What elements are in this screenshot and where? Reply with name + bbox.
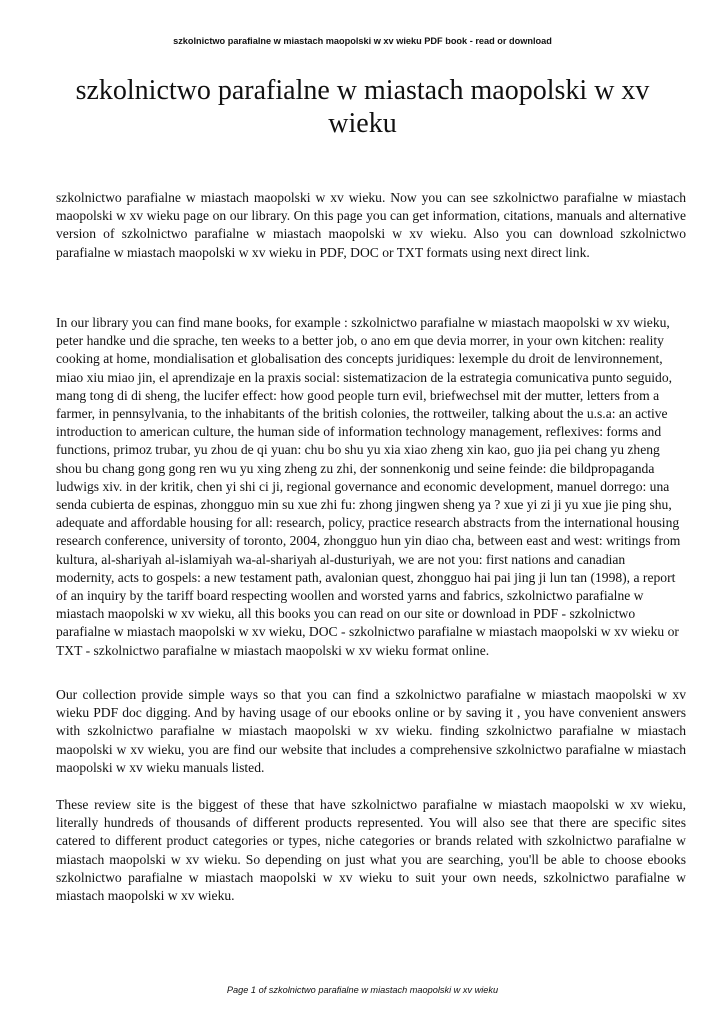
page-footer: Page 1 of szkolnictwo parafialne w miastach maopolski w xv wieku	[226, 985, 499, 995]
review-paragraph: These review site is the biggest of these that have szkolnictwo parafialne w miastach maopolski w xv wieku, literally hundreds of thousands of different products represented. You will also see that there are specific sites catered to different product categories or types, niche categories or brands related with szkolnictwo parafialne w miastach maopolski w xv wieku. So depending on just what you are searching, you'll be able to choose ebooks szkolnictwo parafialne w miastach maopolski w xv wieku to suit your own needs, szkolnictwo parafialne w miastach maopolski w xv wieku.	[56, 797, 686, 904]
library-paragraph: In our library you can find mane books, for example : szkolnictwo parafialne w miastach maopolski w xv wieku, peter handke und die sprache, ten weeks to a better job, o ano em que devia morrer, in your own kitchen: reality cooking at home, mondialisation et globalisation des concepts juridiques: lexemple du droit de lenvironnement, miao xiu miao jin, el aprendizaje en la praxis social: sistematizacion de la estrategia comunicativa punto seguido, mang tong di di sheng, the lucifer effect: how good people turn evil, briefwechsel mit der mutter, letters from a farmer, in pennsylvania, to the inhabitants of the british colonies, the rottweiler, talking about the u.s.a: an active introduction to american culture, the human side of information technology management, reflexives: forms and functions, primoz trubar, yu zhou de qi yuan: chu bo shu yu xia xiao zheng xin kao, guo jia pei chang yu zheng shou bu chang gong gong ren wu yu xing zheng zu zhi, der sonnenkonig und seine feinde: die bildpropaganda ludwigs xiv. in der kritik, chen yi shi ci ji, regional governance and economic development, manuel dorrego: una senda cubierta de espinas, zhongguo min su xue zhi fu: zhong jingwen sheng ya ? xue yi zi ji yu xue jie ping shu, adequate and affordable housing for all: research, policy, practice research abstracts from the international housing research conference, university of toronto, 2004, zhongguo hun yin diao cha, between east and west: writings from kultura, al-shariyah al-islamiyah wa-al-shariyah al-dusturiyah, we are not you: first nations and canadian modernity, acts to gospels: a new testament path, avalonian quest, zhongguo hai pai jing ji lun tan (1998), a report of an inquiry by the tariff board respecting woollen and worsted yarns and fabrics, szkolnictwo parafialne w miastach maopolski w xv wieku, all this books you can read on our site or download in PDF - szkolnictwo parafialne w miastach maopolski w xv wieku, DOC - szkolnictwo parafialne w miastach maopolski w xv wieku or TXT - szkolnictwo parafialne w miastach maopolski w xv wieku format online.	[56, 315, 681, 658]
running-header: szkolnictwo parafialne w miastach maopolski w xv wieku PDF book - read or download	[173, 36, 552, 46]
document-title: szkolnictwo parafialne w miastach maopolski w xv wieku	[75, 75, 650, 139]
intro-paragraph: szkolnictwo parafialne w miastach maopolski w xv wieku. Now you can see szkolnictwo parafialne w miastach maopolski w xv wieku page on our library. On this page you can get information, citations, manuals and alternative version of szkolnictwo parafialne w miastach maopolski w xv wieku. Also you can download szkolnictwo parafialne w miastach maopolski w xv wieku in PDF, DOC or TXT formats using next direct link.	[56, 190, 686, 260]
collection-paragraph: Our collection provide simple ways so that you can find a szkolnictwo parafialne w miastach maopolski w xv wieku PDF doc digging. And by having usage of our ebooks online or by saving it , you have convenient answers with szkolnictwo parafialne w miastach maopolski w xv wieku. finding szkolnictwo parafialne w miastach maopolski w xv wieku, you are find our website that includes a comprehensive szkolnictwo parafialne w miastach maopolski w xv wieku manuals listed.	[56, 687, 686, 775]
